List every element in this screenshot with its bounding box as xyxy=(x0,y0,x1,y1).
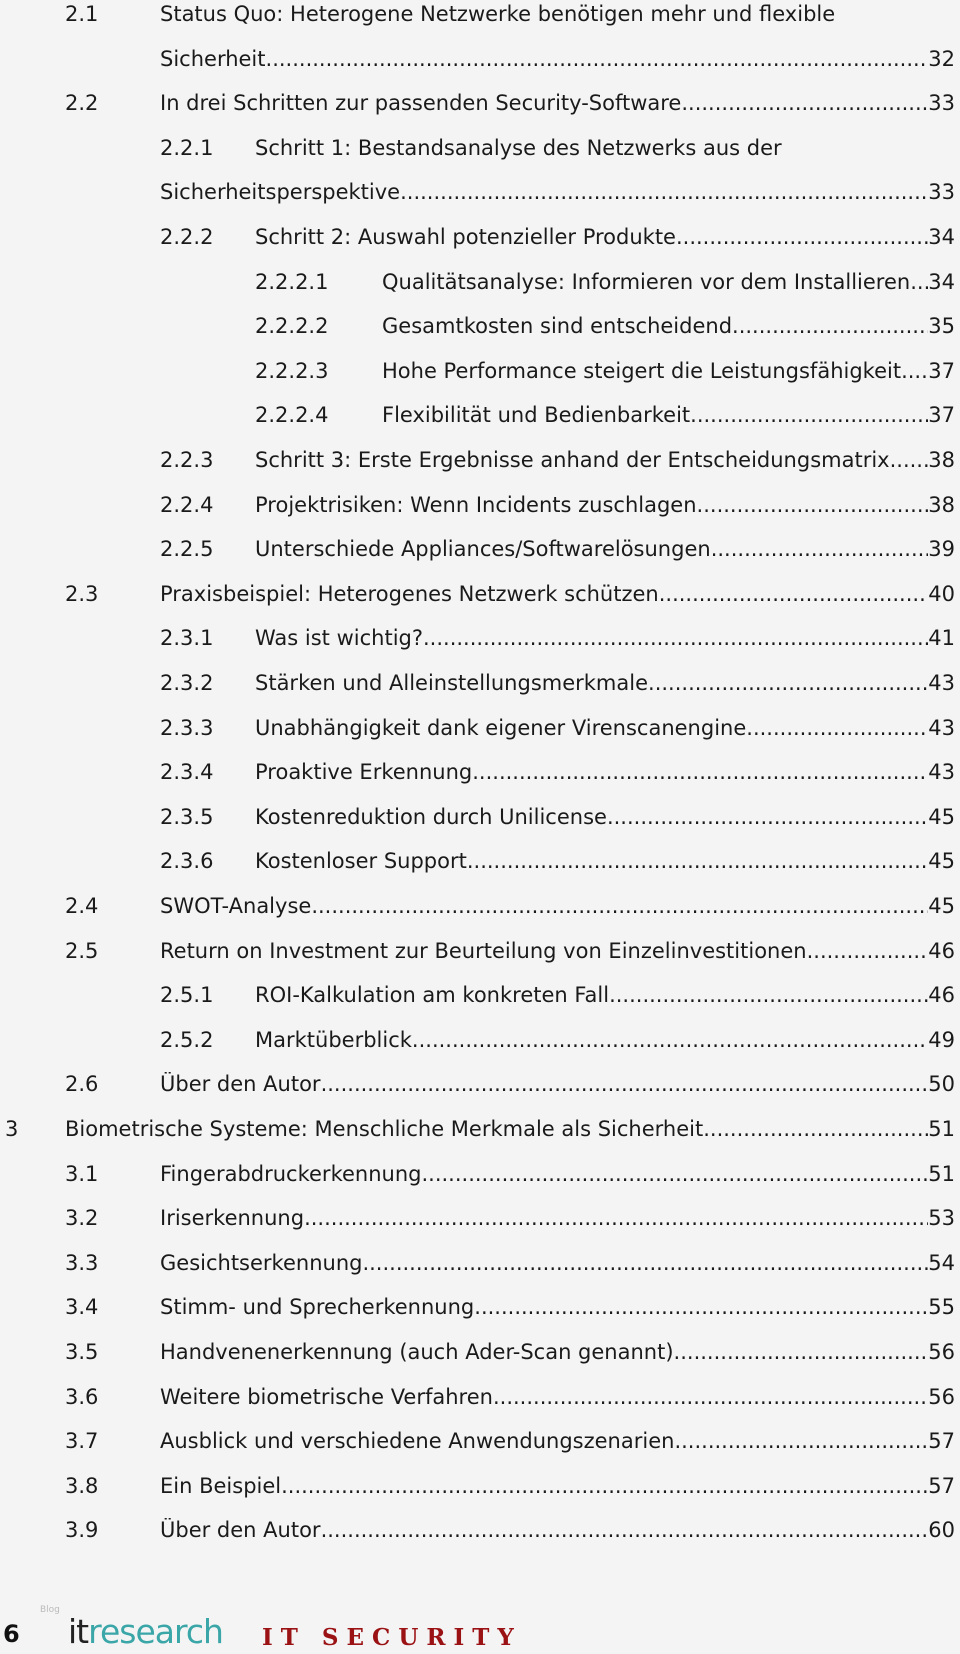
toc-entry-page: 39 xyxy=(928,537,955,562)
toc-entry-title: Schritt 3: Erste Ergebnisse anhand der Entscheidungsmatrix xyxy=(255,448,890,472)
dot-leader xyxy=(321,1072,929,1096)
itresearch-logo: itresearch xyxy=(68,1612,223,1651)
toc-entry[interactable] xyxy=(255,403,955,433)
toc-entry-page: 57 xyxy=(928,1429,955,1454)
toc-entry-title: Proaktive Erkennung xyxy=(255,760,473,785)
toc-entry-title: ROI-Kalkulation am konkreten Fall xyxy=(255,983,610,1008)
toc-entry-title: In drei Schritten zur passenden Security-Software xyxy=(160,91,682,116)
toc-entry-title-wrap xyxy=(382,314,955,338)
toc-entry-title-wrap xyxy=(255,1028,955,1052)
toc-entry[interactable] xyxy=(160,537,955,567)
dot-leader xyxy=(711,537,929,561)
dot-leader xyxy=(400,180,928,204)
toc-entry-title-wrap xyxy=(255,537,955,561)
toc-entry-title: Return on Investment zur Beurteilung von Einzelinvestitionen xyxy=(160,938,807,963)
toc-entry-number: 2.2.3 xyxy=(160,448,214,472)
toc-entry-title: Kostenloser Support xyxy=(255,849,467,874)
toc-entry-page: 41 xyxy=(928,626,955,651)
toc-entry-title-wrap xyxy=(255,805,955,829)
toc-entry-title-wrap xyxy=(255,983,955,1007)
dot-leader xyxy=(890,448,929,472)
toc-entry-page: 45 xyxy=(928,849,955,874)
toc-entry[interactable] xyxy=(160,448,955,478)
toc-entry[interactable] xyxy=(160,671,955,701)
toc-entry-number: 2.1 xyxy=(65,2,99,26)
toc-entry-title: Über den Autor xyxy=(160,1518,321,1543)
toc-entry-title-wrap xyxy=(255,493,955,517)
toc-entry-title: Iriserkennung xyxy=(160,1206,305,1231)
toc-entry-title-wrap xyxy=(160,2,955,26)
toc-entry-title: Marktüberblick xyxy=(255,1027,412,1052)
toc-entry-page: 56 xyxy=(928,1384,955,1409)
toc-entry-title: Praxisbeispiel: Heterogenes Netzwerk schützen xyxy=(160,581,659,606)
toc-entry-title-wrap xyxy=(160,1206,955,1230)
toc-entry[interactable] xyxy=(65,1384,955,1415)
toc-entry-title: Schritt 1: Bestandsanalyse des Netzwerks aus der xyxy=(255,135,782,160)
dot-leader xyxy=(697,493,929,517)
dot-leader xyxy=(648,671,928,695)
toc-entry-number: 3.6 xyxy=(65,1384,99,1409)
dot-leader xyxy=(321,1518,929,1542)
dot-leader xyxy=(607,805,928,829)
toc-entry-title: Kostenreduktion durch Unilicense xyxy=(255,804,607,829)
toc-entry-page: 54 xyxy=(928,1250,955,1275)
dot-leader xyxy=(362,1251,928,1275)
toc-entry-title-wrap xyxy=(160,91,955,115)
toc-entry[interactable] xyxy=(65,1295,955,1325)
toc-entry[interactable] xyxy=(160,715,955,746)
toc-entry-number: 2.2.2.3 xyxy=(255,358,329,383)
page-number: 6 xyxy=(3,1620,20,1648)
toc-entry-page: 33 xyxy=(928,180,955,205)
toc-entry-title-wrap xyxy=(255,716,955,740)
toc-entry-title: Schritt 2: Auswahl potenzieller Produkte xyxy=(255,225,676,249)
toc-entry-number: 3.1 xyxy=(65,1161,99,1186)
toc-entry[interactable] xyxy=(160,804,955,835)
toc-entry-number: 2.2.1 xyxy=(160,135,214,160)
toc-entry[interactable] xyxy=(255,358,955,389)
toc-entry-title-wrap xyxy=(255,671,955,695)
logo-blog-label: Blog xyxy=(40,1605,60,1615)
toc-entry[interactable] xyxy=(160,225,955,255)
toc-entry-number: 2.3.2 xyxy=(160,671,214,695)
toc-entry-number: 3.3 xyxy=(65,1250,99,1275)
toc-entry[interactable] xyxy=(255,314,955,344)
toc-entry-number: 2.2.2.1 xyxy=(255,269,329,294)
toc-entry-title: Handvenenerkennung (auch Ader-Scan genannt) xyxy=(160,1340,674,1364)
toc-entry-title-wrap xyxy=(160,1474,955,1498)
dot-leader xyxy=(609,983,928,1007)
toc-entry[interactable] xyxy=(160,1027,955,1058)
toc-entry-title: Status Quo: Heterogene Netzwerke benötigen mehr und flexible xyxy=(160,2,836,26)
dot-leader xyxy=(703,1117,928,1141)
toc-entry-page: 45 xyxy=(928,804,955,829)
toc-entry-title-wrap xyxy=(255,849,955,873)
toc-entry-title-wrap xyxy=(160,1072,955,1096)
toc-entry-page: 46 xyxy=(928,938,955,963)
toc-entry-title-wrap xyxy=(160,1429,955,1453)
toc-entry-title: Ausblick und verschiedene Anwendungszenarien xyxy=(160,1429,675,1454)
dot-leader xyxy=(746,716,928,740)
toc-entry-title: Was ist wichtig? xyxy=(255,626,423,651)
toc-entry-page: 37 xyxy=(928,403,955,428)
toc-entry-title: Ein Beispiel xyxy=(160,1473,282,1498)
toc-entry-page: 37 xyxy=(928,358,955,383)
toc-entry-number: 3.5 xyxy=(65,1340,99,1364)
toc-entry[interactable] xyxy=(160,47,955,77)
toc-entry-title: Sicherheitsperspektive xyxy=(160,180,401,205)
dot-leader xyxy=(674,1429,928,1453)
toc-entry-page: 60 xyxy=(928,1518,955,1543)
toc-entry-page: 53 xyxy=(928,1206,955,1231)
toc-entry-page: 40 xyxy=(928,581,955,606)
dot-leader xyxy=(423,626,928,650)
toc-entry-number: 2.2.2 xyxy=(160,225,214,249)
dot-leader xyxy=(311,894,928,918)
toc-entry-title-wrap xyxy=(160,894,955,918)
dot-leader xyxy=(681,91,928,115)
toc-entry-title-wrap xyxy=(255,626,955,650)
toc-entry-title-wrap xyxy=(160,47,955,71)
toc-entry-number: 3.8 xyxy=(65,1473,99,1498)
toc-entry-title-wrap xyxy=(382,403,955,427)
toc-entry-title: Gesichtserkennung xyxy=(160,1250,363,1275)
toc-entry[interactable] xyxy=(65,1518,955,1548)
toc-entry-title-wrap xyxy=(382,359,955,383)
toc-entry-title: Projektrisiken: Wenn Incidents zuschlagen xyxy=(255,492,697,517)
toc-entry-title-wrap xyxy=(160,1518,955,1542)
dot-leader xyxy=(421,1162,928,1186)
toc-entry[interactable] xyxy=(160,180,955,210)
toc-entry-title-wrap xyxy=(160,582,955,606)
toc-entry-title: Fingerabdruckerkennung xyxy=(160,1161,422,1186)
toc-entry-number: 3.4 xyxy=(65,1295,99,1320)
toc-entry-title-wrap xyxy=(65,1117,955,1141)
toc-entry-title-wrap xyxy=(382,270,955,294)
toc-entry-page: 55 xyxy=(928,1295,955,1320)
dot-leader xyxy=(690,403,928,427)
toc-entry-page: 49 xyxy=(928,1027,955,1052)
dot-leader xyxy=(674,1340,929,1364)
dot-leader xyxy=(910,270,928,294)
toc-entry[interactable] xyxy=(65,1206,955,1236)
toc-entry[interactable] xyxy=(65,1340,955,1370)
toc-entry-number: 2.2 xyxy=(65,91,99,116)
toc-entry-number: 2.3.3 xyxy=(160,715,214,740)
dot-leader xyxy=(493,1385,928,1409)
toc-entry-page: 38 xyxy=(928,448,955,472)
toc-entry-number: 3.2 xyxy=(65,1206,99,1231)
toc-entry[interactable] xyxy=(65,1473,955,1504)
dot-leader xyxy=(474,1295,928,1319)
dot-leader xyxy=(467,849,928,873)
dot-leader xyxy=(901,359,928,383)
toc-entry[interactable] xyxy=(160,849,955,879)
dot-leader xyxy=(412,1028,928,1052)
toc-entry-page: 35 xyxy=(928,314,955,339)
toc-entry[interactable] xyxy=(255,269,955,300)
toc-entry[interactable] xyxy=(65,1161,955,1192)
toc-entry-title-wrap xyxy=(255,760,955,784)
toc-entry[interactable] xyxy=(160,983,955,1013)
toc-entry-number: 3.7 xyxy=(65,1429,99,1454)
dot-leader xyxy=(659,582,929,606)
toc-entry[interactable] xyxy=(160,135,955,166)
toc-entry-page: 50 xyxy=(928,1072,955,1097)
toc-entry-title-wrap xyxy=(255,136,955,160)
toc-entry-number: 2.3.4 xyxy=(160,760,214,785)
toc-entry-title-wrap xyxy=(160,180,955,204)
dot-leader xyxy=(304,1206,928,1230)
toc-entry-number: 3 xyxy=(5,1117,19,1141)
toc-entry-title: Biometrische Systeme: Menschliche Merkmale als Sicherheit xyxy=(65,1117,704,1141)
toc-entry[interactable] xyxy=(5,1117,955,1147)
toc-entry-page: 34 xyxy=(928,269,955,294)
toc-entry-title-wrap xyxy=(160,939,955,963)
toc-entry[interactable] xyxy=(65,1429,955,1459)
toc-entry-title-wrap xyxy=(160,1385,955,1409)
toc-entry-page: 34 xyxy=(928,225,955,249)
toc-entry-page: 43 xyxy=(928,760,955,785)
toc-entry-page: 33 xyxy=(928,91,955,116)
toc-entry[interactable] xyxy=(65,581,955,612)
toc-entry-title-wrap xyxy=(160,1162,955,1186)
toc-entry-title: SWOT-Analyse xyxy=(160,894,312,918)
dot-leader xyxy=(676,225,928,249)
toc-entry[interactable] xyxy=(65,938,955,969)
toc-entry[interactable] xyxy=(65,91,955,121)
toc-entry-number: 2.2.4 xyxy=(160,492,214,517)
toc-entry[interactable] xyxy=(65,2,955,32)
toc-entry-title: Über den Autor xyxy=(160,1072,321,1097)
toc-entry-number: 2.3 xyxy=(65,581,99,606)
toc-entry-page: 43 xyxy=(928,715,955,740)
toc-entry-number: 2.3.6 xyxy=(160,849,214,874)
toc-entry-title: Stärken und Alleinstellungsmerkmale xyxy=(255,671,649,695)
toc-entry-title-wrap xyxy=(160,1295,955,1319)
toc-entry-number: 2.3.1 xyxy=(160,626,214,651)
toc-entry[interactable] xyxy=(65,1250,955,1281)
toc-entry-page: 51 xyxy=(928,1117,955,1141)
toc-entry[interactable] xyxy=(65,1072,955,1102)
toc-entry[interactable] xyxy=(160,492,955,523)
toc-entry-title-wrap xyxy=(160,1251,955,1275)
toc-entry[interactable] xyxy=(65,894,955,924)
toc-entry-title: Weitere biometrische Verfahren xyxy=(160,1384,493,1409)
toc-entry-title-wrap xyxy=(160,1340,955,1364)
toc-entry-title: Unterschiede Appliances/Softwarelösungen xyxy=(255,537,711,562)
toc-entry-number: 2.5 xyxy=(65,938,99,963)
section-title: IT SECURITY xyxy=(262,1624,522,1651)
dot-leader xyxy=(732,314,928,338)
toc-entry-page: 38 xyxy=(928,492,955,517)
toc-entry-title-wrap xyxy=(255,448,955,472)
toc-entry-number: 2.4 xyxy=(65,894,99,918)
dot-leader xyxy=(472,760,928,784)
toc-entry-title: Flexibilität und Bedienbarkeit xyxy=(382,403,691,428)
toc-entry-number: 3.9 xyxy=(65,1518,99,1543)
toc-entry[interactable] xyxy=(160,626,955,656)
toc-entry-title: Qualitätsanalyse: Informieren vor dem Installieren xyxy=(382,269,911,294)
toc-entry-title: Gesamtkosten sind entscheidend xyxy=(382,314,733,339)
toc-entry-title: Stimm- und Sprecherkennung xyxy=(160,1295,475,1320)
dot-leader xyxy=(266,47,929,71)
toc-entry-title: Hohe Performance steigert die Leistungsfähigkeit xyxy=(382,358,902,383)
toc-entry-title-wrap xyxy=(255,225,955,249)
toc-entry-page: 32 xyxy=(928,46,955,71)
toc-entry-page: 51 xyxy=(928,1161,955,1186)
toc-entry-page: 45 xyxy=(928,894,955,918)
toc-entry-page: 43 xyxy=(928,671,955,695)
toc-entry-title: Sicherheit xyxy=(160,46,266,71)
dot-leader xyxy=(807,939,929,963)
toc-entry-number: 2.2.2.4 xyxy=(255,403,329,428)
toc-entry-number: 2.2.5 xyxy=(160,537,214,562)
toc-entry[interactable] xyxy=(160,760,955,790)
toc-entry-page: 46 xyxy=(928,983,955,1008)
toc-entry-title: Unabhängigkeit dank eigener Virenscanengine xyxy=(255,715,747,740)
toc-entry-number: 2.2.2.2 xyxy=(255,314,329,339)
toc-entry-number: 2.3.5 xyxy=(160,804,214,829)
toc-entry-number: 2.5.1 xyxy=(160,983,214,1008)
dot-leader xyxy=(281,1474,928,1498)
toc-entry-page: 57 xyxy=(928,1473,955,1498)
toc-entry-number: 2.6 xyxy=(65,1072,99,1097)
toc-entry-number: 2.5.2 xyxy=(160,1027,214,1052)
toc-entry-page: 56 xyxy=(928,1340,955,1364)
